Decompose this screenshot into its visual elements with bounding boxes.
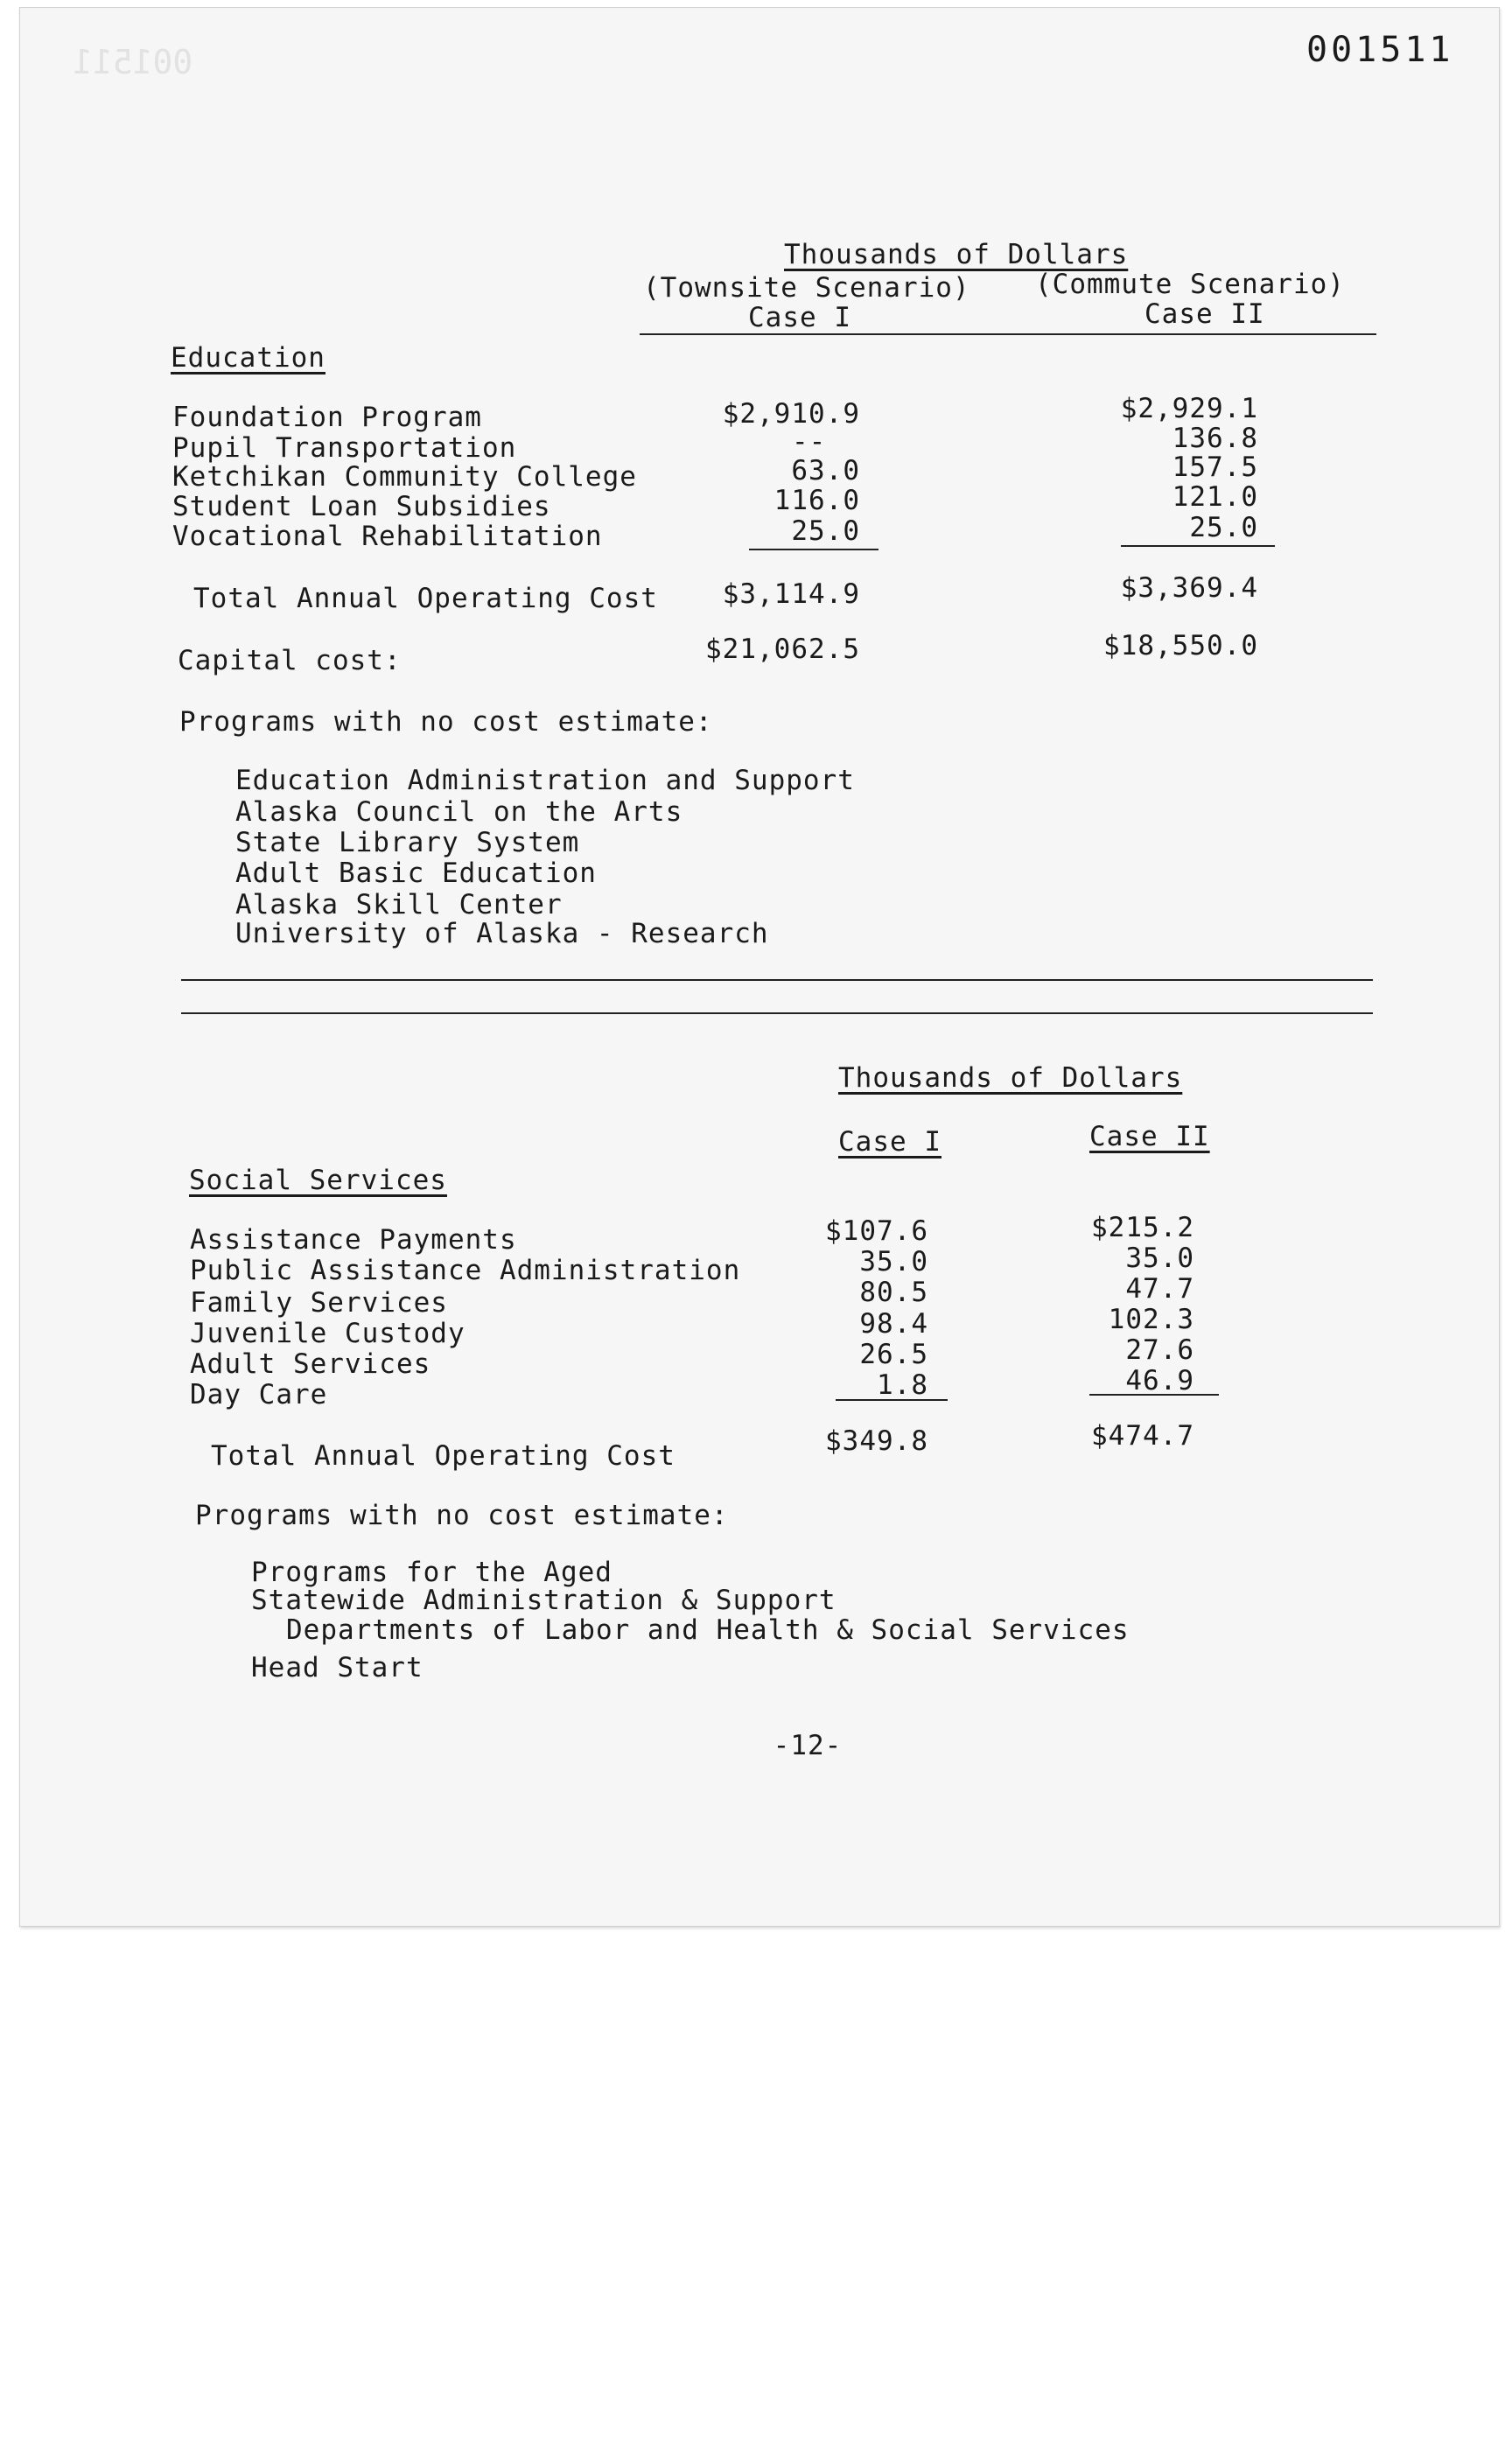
social-header-title: Thousands of Dollars (838, 1062, 1183, 1094)
education-heading: Education (171, 342, 326, 374)
education-total-case1: $3,114.9 (722, 578, 860, 610)
social-subtotal-rule-case1 (836, 1399, 948, 1401)
document-page (19, 7, 1500, 1927)
document-number: 001511 (1306, 30, 1454, 70)
social-row-case1: 35.0 (859, 1246, 928, 1278)
social-row-label: Adult Services (190, 1348, 431, 1380)
social-row-case2: 47.7 (1125, 1273, 1194, 1305)
education-row-case2: 136.8 (1172, 423, 1258, 454)
education-total-label: Total Annual Operating Cost (193, 583, 658, 614)
education-row-case1: 25.0 (791, 515, 860, 547)
social-row-case1: 80.5 (859, 1277, 928, 1308)
list-item: Alaska Council on the Arts (235, 796, 683, 828)
social-row-case2: $215.2 (1091, 1212, 1194, 1243)
list-item: Education Administration and Support (235, 765, 855, 796)
education-row-label: Foundation Program (172, 402, 482, 433)
social-header-case-2: Case II (1089, 1121, 1210, 1152)
social-row-case1: 1.8 (877, 1369, 928, 1401)
education-row-case1: 116.0 (774, 485, 860, 516)
social-row-case2: 27.6 (1125, 1334, 1194, 1366)
education-row-label: Ketchikan Community College (172, 461, 637, 493)
social-row-case2: 102.3 (1108, 1304, 1194, 1335)
social-row-case2: 46.9 (1125, 1365, 1194, 1396)
social-total-case1: $349.8 (825, 1425, 928, 1457)
header-case-2: Case II (1144, 298, 1265, 330)
social-row-label: Public Assistance Administration (190, 1255, 741, 1286)
social-subtotal-rule-case2 (1089, 1394, 1219, 1396)
education-row-case2: 121.0 (1172, 481, 1258, 513)
education-capital-label: Capital cost: (178, 645, 402, 676)
education-row-case2: $2,929.1 (1120, 393, 1258, 424)
education-capital-case2: $18,550.0 (1103, 630, 1258, 662)
education-row-case2: 25.0 (1189, 512, 1258, 543)
social-row-label: Juvenile Custody (190, 1318, 466, 1349)
education-row-label: Student Loan Subsidies (172, 491, 551, 522)
education-capital-case1: $21,062.5 (705, 634, 860, 665)
education-no-estimate-label: Programs with no cost estimate: (179, 706, 713, 738)
social-row-case2: 35.0 (1125, 1242, 1194, 1274)
section-divider-top (181, 979, 1373, 981)
social-total-label: Total Annual Operating Cost (211, 1440, 676, 1472)
social-row-case1: 98.4 (859, 1308, 928, 1340)
list-item: Head Start (251, 1652, 424, 1684)
social-row-label: Assistance Payments (190, 1224, 517, 1256)
education-row-case1: -- (792, 426, 827, 458)
header-scenario-1: (Townsite Scenario) (643, 272, 970, 304)
social-row-label: Family Services (190, 1287, 448, 1319)
list-item: University of Alaska - Research (235, 918, 769, 949)
blank-area (0, 1942, 1512, 2450)
header-rule (640, 333, 1376, 335)
education-row-case2: 157.5 (1172, 452, 1258, 483)
social-header-case-1: Case I (838, 1126, 942, 1158)
education-row-case1: 63.0 (791, 455, 860, 486)
social-row-case1: 26.5 (859, 1339, 928, 1370)
header-case-1: Case I (748, 302, 851, 333)
list-item: Statewide Administration & Support (251, 1585, 836, 1616)
education-row-label: Pupil Transportation (172, 432, 517, 464)
list-item: Departments of Labor and Health & Social Services (286, 1614, 1130, 1646)
header-scenario-2: (Commute Scenario) (1035, 269, 1345, 300)
social-total-case2: $474.7 (1091, 1420, 1194, 1452)
list-item: Alaska Skill Center (235, 889, 563, 920)
header-title: Thousands of Dollars (784, 239, 1129, 270)
list-item: Programs for the Aged (251, 1557, 612, 1588)
social-row-case1: $107.6 (825, 1215, 928, 1247)
education-total-case2: $3,369.4 (1120, 572, 1258, 604)
education-subtotal-rule-case2 (1121, 545, 1275, 547)
education-row-case1: $2,910.9 (722, 398, 860, 430)
education-row-label: Vocational Rehabilitation (172, 521, 603, 552)
section-divider-bottom (181, 1012, 1373, 1014)
social-no-estimate-label: Programs with no cost estimate: (195, 1500, 729, 1531)
page-number: -12- (773, 1730, 843, 1761)
list-item: Adult Basic Education (235, 858, 597, 889)
education-subtotal-rule-case1 (749, 549, 878, 550)
list-item: State Library System (235, 827, 580, 858)
social-row-label: Day Care (190, 1379, 328, 1410)
bleed-through-mark: 001511 (73, 43, 193, 81)
social-heading: Social Services (189, 1165, 447, 1196)
